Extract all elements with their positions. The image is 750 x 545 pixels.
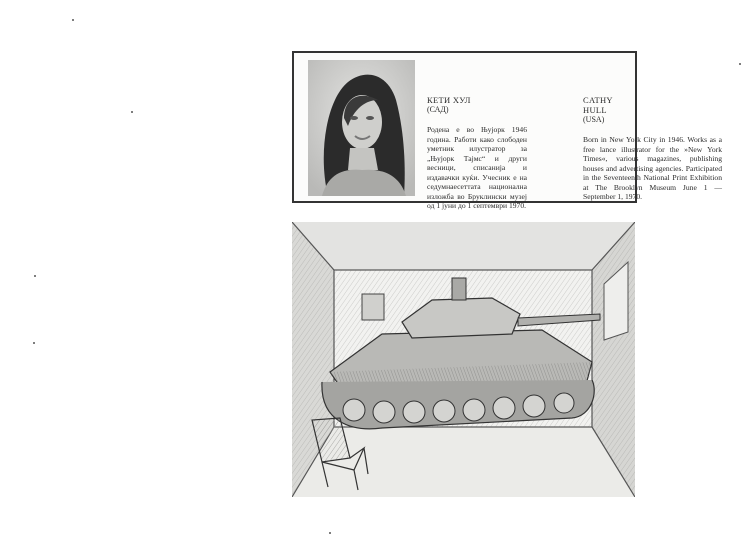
artist-name-english: CATHY HULL (583, 95, 613, 115)
artist-country-english: (USA) (583, 115, 605, 124)
bio-text-macedonian: Родена е во Њујорк 1946 година. Работи како слободен уметник илустратор за „Њујорк Тајмс“ и други весници, списанија и издавачки куќи. Учесник е на седумнаесеттата национална изложба во Бруклински музеј од 1 јуни до 1 септември 1970. (427, 125, 527, 210)
artist-bio-box (292, 51, 722, 210)
artist-name-macedonian: КЕТИ ХУЛ (427, 95, 471, 105)
paper-speck (739, 63, 741, 65)
bio-english (583, 95, 722, 202)
bio-macedonian (427, 95, 527, 211)
paper-speck (131, 111, 133, 113)
paper-speck (72, 19, 74, 21)
artist-portrait-photo (308, 60, 415, 196)
artist-country-macedonian: (САД) (427, 105, 449, 114)
paper-speck (329, 532, 331, 534)
paper-speck (34, 275, 36, 277)
paper-speck (33, 342, 35, 344)
tank-in-room-drawing (292, 222, 635, 497)
bio-text-english: Born in New York City in 1946. Works as a free lance illustrator for the »New York Times«, various magazines, publishing houses and advertising agencies. Participated in the Seventeenth National Print Exhibition at The Brooklyn Museum June 1 — September 1, 1970. (583, 135, 722, 201)
